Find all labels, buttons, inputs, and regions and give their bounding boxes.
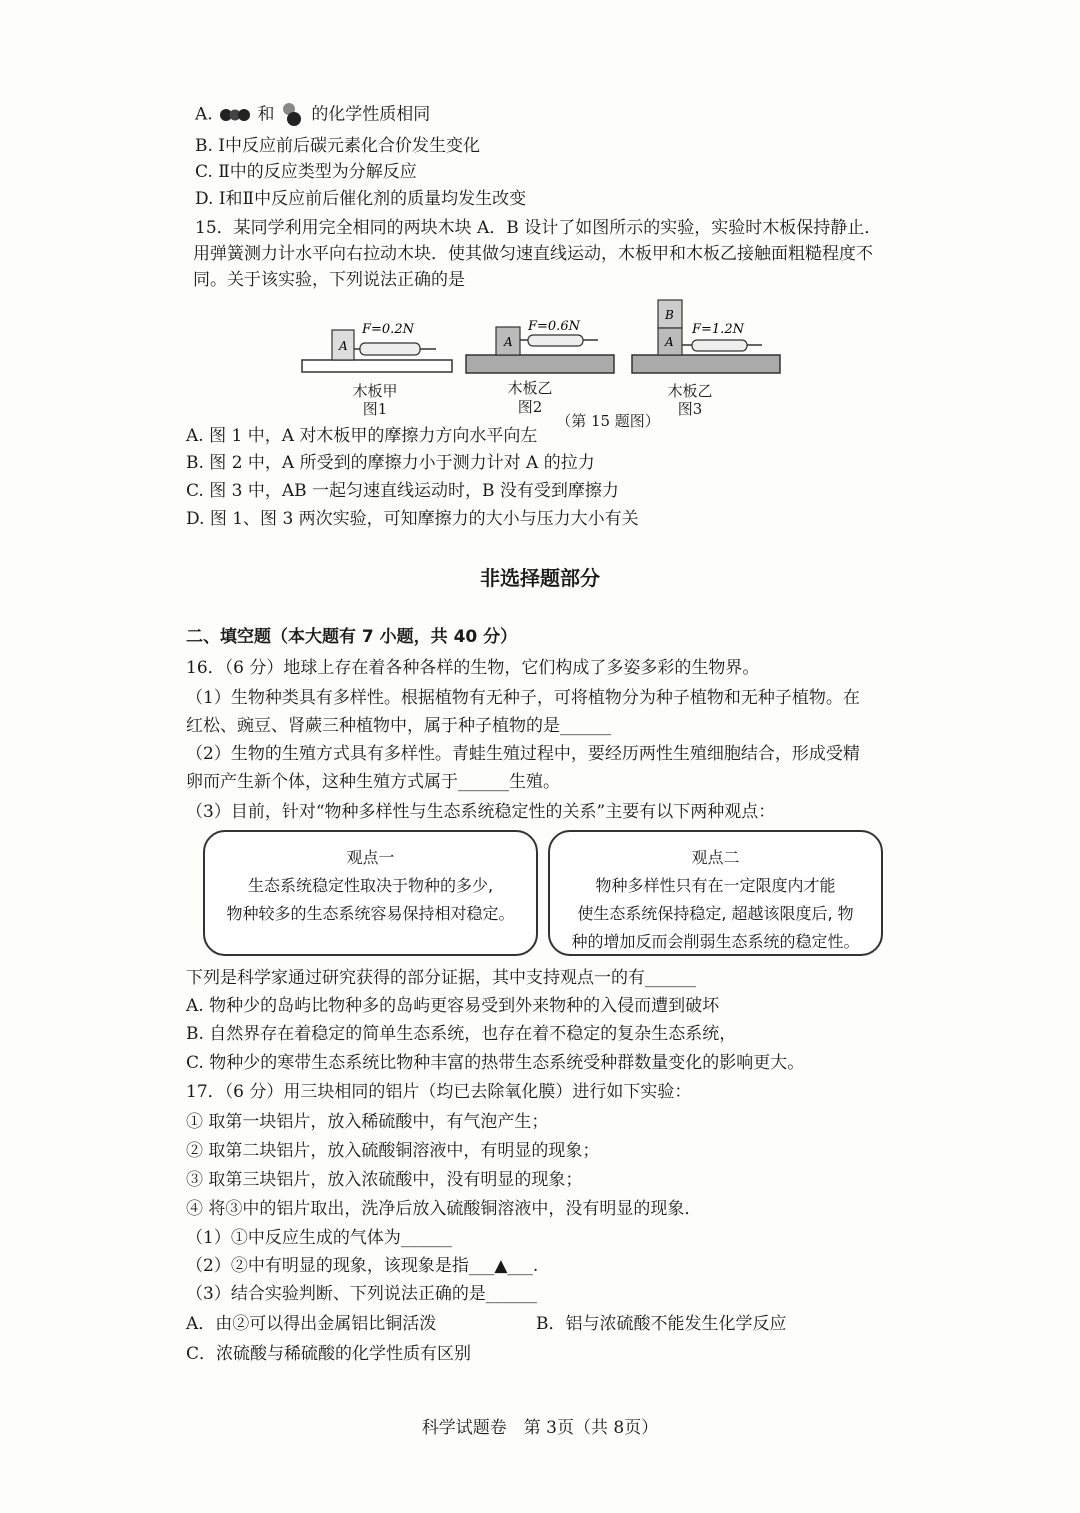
q16-part1-line1: （1）生物种类具有多样性。根据植物有无种子，可将植物分为种子植物和无种子植物。在 xyxy=(186,688,860,708)
block-a-label-fig2: A xyxy=(504,335,513,349)
board-jia xyxy=(302,360,452,372)
molecule-co2-icon xyxy=(218,104,252,126)
q17-option-b: B．铝与浓硫酸不能发生化学反应 xyxy=(536,1314,787,1334)
q16-part3: （3）目前，针对“物种多样性与生态系统稳定性的关系”主要有以下两种观点： xyxy=(186,802,776,822)
fig2-board-label: 木板乙 xyxy=(507,379,553,397)
fig3-name: 图3 xyxy=(677,400,703,418)
q16-option-a: A. 物种少的岛屿比物种多的岛屿更容易受到外来物种的入侵而遭到破坏 xyxy=(186,996,720,1016)
page-footer: 科学试题卷 第 3页（共 8页） xyxy=(421,1418,659,1438)
force-label-fig2: F=0.6N xyxy=(528,319,580,334)
view-two-line3: 种的增加反而会削弱生态系统的稳定性。 xyxy=(571,932,860,951)
fig1-name: 图1 xyxy=(362,400,388,418)
q16-evidence: 下列是科学家通过研究获得的部分证据，其中支持观点一的有______ xyxy=(186,968,696,988)
q16-part1-line2: 红松、豌豆、肾蕨三种植物中，属于种子植物的是______ xyxy=(186,716,611,736)
q16-part2-line2: 卵而产生新个体，这种生殖方式属于______生殖。 xyxy=(186,772,560,792)
q14-option-b: B. Ⅰ中反应前后碳元素化合价发生变化 xyxy=(195,136,481,156)
q17-step4: ④ 将③中的铝片取出，洗净后放入硫酸铜溶液中，没有明显的现象． xyxy=(186,1199,702,1219)
view-two-line2: 使生态系统保持稳定, 超越该限度后, 物 xyxy=(577,904,854,923)
q15-stem-line1: 15．某同学利用完全相同的两块木块 A．B 设计了如图所示的实验，实验时木板保持静止． xyxy=(195,218,882,238)
fig2-name: 图2 xyxy=(517,398,543,416)
board-yi-fig3 xyxy=(632,355,780,373)
view-one-box xyxy=(203,830,538,956)
view-one-line2: 物种较多的生态系统容易保持相对稳定。 xyxy=(226,904,515,923)
q14-option-c: C. Ⅱ中的反应类型为分解反应 xyxy=(195,162,417,182)
q14-option-a-suffix: 的化学性质相同 xyxy=(311,104,431,125)
q17-step3: ③ 取第三块铝片，放入浓硫酸中，没有明显的现象； xyxy=(186,1170,583,1190)
board-yi-fig2 xyxy=(466,355,614,373)
q14-option-d: D. Ⅰ和Ⅱ中反应前后催化剂的质量均发生改变 xyxy=(195,189,527,209)
q16-option-c: C. 物种少的寒带生态系统比物种丰富的热带生态系统受种群数量变化的影响更大。 xyxy=(186,1053,805,1073)
q15-figure-caption: （第 15 题图） xyxy=(556,412,660,430)
q15-stem-line3: 同。关于该实验，下列说法正确的是 xyxy=(193,270,465,290)
q14-option-a-middle: 和 xyxy=(257,104,275,125)
q17-question3: （3）结合实验判断、下列说法正确的是______ xyxy=(186,1284,537,1304)
view-two-title: 观点二 xyxy=(691,848,740,867)
q17-option-c: C．浓硫酸与稀硫酸的化学性质有区别 xyxy=(186,1344,472,1364)
q14-option-a-prefix: A. xyxy=(195,104,213,125)
q15-stem-line2: 用弹簧测力计水平向右拉动木块．使其做匀速直线运动，木板甲和木板乙接触面粗糙程度不 xyxy=(193,244,873,264)
fig3-board-label: 木板乙 xyxy=(667,382,713,400)
fig1-board-label: 木板甲 xyxy=(352,382,398,400)
view-two-line1: 物种多样性只有在一定限度内才能 xyxy=(595,876,836,895)
view-one-line1: 生态系统稳定性取决于物种的多少, xyxy=(247,876,494,895)
q17-question2: （2）②中有明显的现象，该现象是指___▲___. xyxy=(186,1256,539,1276)
q17-stem: 17．（6 分）用三块相同的铝片（均已去除氧化膜）进行如下实验： xyxy=(186,1082,692,1102)
q17-question1: （1）①中反应生成的气体为______ xyxy=(186,1228,452,1248)
q15-option-c: C. 图 3 中，AB 一起匀速直线运动时，B 没有受到摩擦力 xyxy=(186,481,619,501)
q17-option-a: A．由②可以得出金属铝比铜活泼 xyxy=(186,1314,437,1334)
block-a-label-fig1: A xyxy=(339,339,348,353)
part2-heading: 二、填空题（本大题有 7 小题，共 40 分） xyxy=(186,627,518,647)
force-label-fig1: F=0.2N xyxy=(362,322,414,337)
block-b-label-fig3: B xyxy=(665,308,674,322)
q15-option-d: D. 图 1、图 3 两次实验，可知摩擦力的大小与压力大小有关 xyxy=(186,509,639,529)
block-a-label-fig3: A xyxy=(665,335,674,349)
spring-scale-fig1 xyxy=(360,343,420,355)
q17-step2: ② 取第二块铝片，放入硫酸铜溶液中，有明显的现象； xyxy=(186,1141,600,1161)
q15-option-a: A. 图 1 中，A 对木板甲的摩擦力方向水平向左 xyxy=(186,426,538,446)
q16-part2-line1: （2）生物的生殖方式具有多样性。青蛙生殖过程中，要经历两性生殖细胞结合，形成受精 xyxy=(186,744,860,764)
molecule-co-icon xyxy=(280,100,306,130)
section-title: 非选择题部分 xyxy=(480,566,600,590)
q16-option-b: B. 自然界存在着稳定的简单生态系统，也存在着不稳定的复杂生态系统， xyxy=(186,1024,737,1044)
spring-scale-fig3 xyxy=(692,340,747,351)
spring-scale-fig2 xyxy=(528,335,583,346)
view-one-title: 观点一 xyxy=(346,848,395,867)
q15-option-b: B. 图 2 中，A 所受到的摩擦力小于测力计对 A 的拉力 xyxy=(186,453,595,473)
q14-option-a xyxy=(195,100,430,130)
q17-step1: ① 取第一块铝片，放入稀硫酸中，有气泡产生； xyxy=(186,1112,549,1132)
force-label-fig3: F=1.2N xyxy=(692,322,744,337)
q15-figure xyxy=(300,295,790,385)
view-two-box xyxy=(548,830,883,956)
q16-stem: 16．（6 分）地球上存在着各种各样的生物，它们构成了多姿多彩的生物界。 xyxy=(186,658,760,678)
